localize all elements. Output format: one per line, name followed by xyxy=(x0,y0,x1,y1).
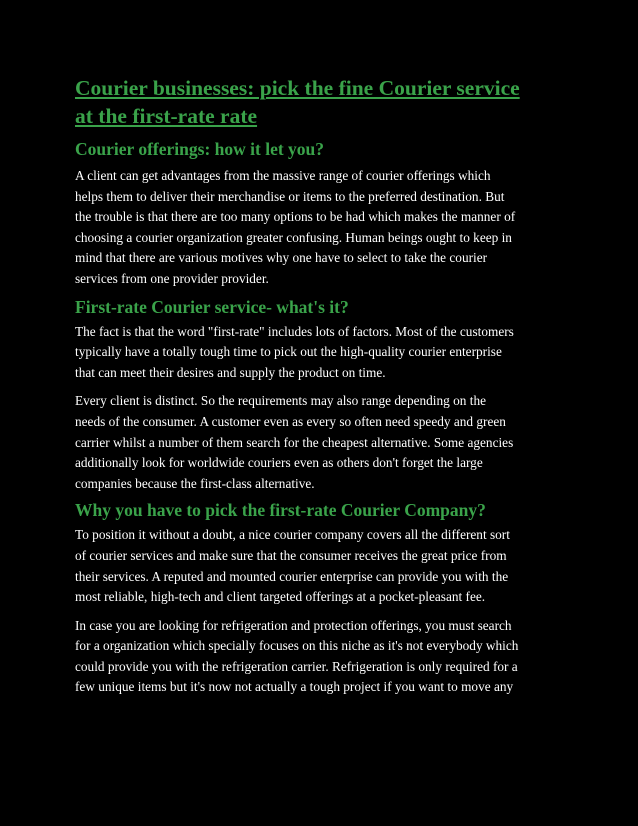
text-line: A client can get advantages from the massive range of courier offerings which xyxy=(75,168,491,183)
text-line: typically have a totally tough time to pick out the high-quality courier enterprise xyxy=(75,344,502,360)
document-title-line: Courier businesses: pick the fine Courier service xyxy=(75,76,520,100)
section-heading: Why you have to pick the first-rate Courier Company? xyxy=(75,500,486,521)
text-line: carrier whilst a number of them search for the cheapest alternative. Some agencies xyxy=(75,434,514,450)
text-line: The fact is that the word "first-rate" includes lots of factors. Most of the customers xyxy=(75,323,514,339)
document-title xyxy=(75,74,565,130)
text-line: In case you are looking for refrigeration and protection offerings, you must search xyxy=(75,617,512,633)
text-line: could provide you with the refrigeration carrier. Refrigeration is only required for a xyxy=(75,658,518,674)
section-heading: First-rate Courier service- what's it? xyxy=(75,296,349,317)
document-title-line: at the first-rate rate xyxy=(75,104,258,128)
text-line: needs of the consumer. A customer even as every so often need speedy and green xyxy=(75,413,506,429)
text-line: mind that there are various motives why one have to select to take the courier xyxy=(75,250,488,266)
paragraph xyxy=(75,166,565,290)
paragraph xyxy=(75,322,565,384)
section-heading: Courier offerings: how it let you? xyxy=(75,139,325,159)
paragraph xyxy=(75,616,565,698)
document-page xyxy=(75,74,565,698)
text-line: services from one provider provider. xyxy=(75,270,269,286)
text-line: Every client is distinct. So the requirements may also range depending on the xyxy=(75,393,486,409)
text-line: the trouble is that there are too many options to be had which makes the manner of xyxy=(75,209,516,225)
text-line: that can meet their desires and supply the product on time. xyxy=(75,364,386,380)
paragraph xyxy=(75,525,565,607)
paragraph xyxy=(75,391,565,494)
text-line: most reliable, high-tech and client targeted offerings at a pocket-pleasant fee. xyxy=(75,589,486,605)
text-line: their services. A reputed and mounted courier enterprise can provide you with the xyxy=(75,568,509,584)
text-line: companies because the first-class alternative. xyxy=(75,475,315,491)
text-line: To position it without a doubt, a nice courier company covers all the different sort xyxy=(75,527,510,543)
text-line: of courier services and make sure that the consumer receives the great price from xyxy=(75,547,507,563)
text-line: helps them to deliver their merchandise or items to the preferred destination. But xyxy=(75,188,505,204)
text-line: additionally look for worldwide couriers even as others don't forget the large xyxy=(75,455,483,471)
text-line: choosing a courier organization greater confusing. Human beings ought to keep in xyxy=(75,229,512,245)
text-line: for a organization which specially focuses on this niche as it's not everybody which xyxy=(75,638,519,654)
text-line: few unique items but it's now not actually a tough project if you want to move any xyxy=(75,679,514,695)
